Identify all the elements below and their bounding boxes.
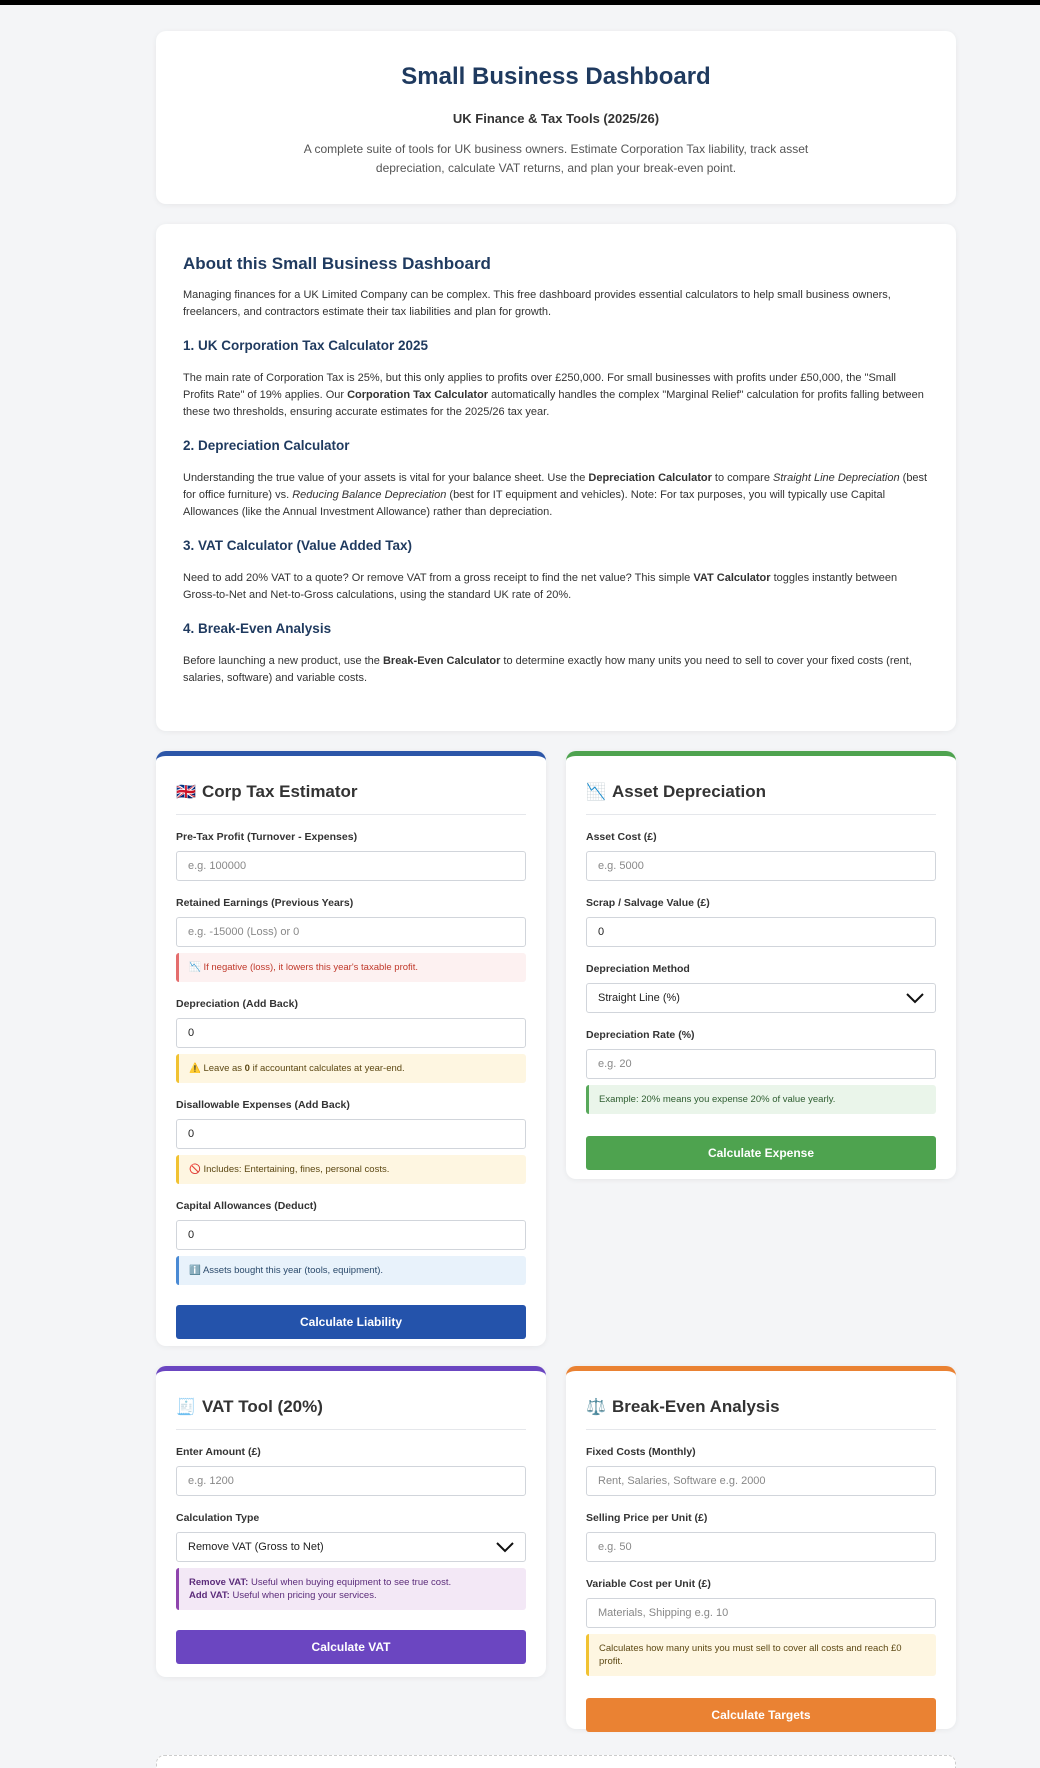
scrap-value-input[interactable]: 0 bbox=[586, 917, 936, 947]
calculate-expense-button[interactable]: Calculate Expense bbox=[586, 1136, 936, 1170]
disallowable-label: Disallowable Expenses (Add Back) bbox=[176, 1099, 350, 1111]
capital-allowances-note: ℹ️ Assets bought this year (tools, equipment). bbox=[176, 1256, 526, 1285]
about-intro: Managing finances for a UK Limited Company can be complex. This free dashboard provides essential calculators to help small business owners, freelancers, and contractors estimate their tax liabilities and plan for growth. bbox=[183, 289, 891, 318]
variable-cost-input[interactable]: Materials, Shipping e.g. 10 bbox=[586, 1598, 936, 1628]
depreciation-method-label: Depreciation Method bbox=[586, 963, 690, 975]
profit-label: Pre-Tax Profit (Turnover - Expenses) bbox=[176, 831, 358, 843]
corp-tax-title: 🇬🇧 Corp Tax Estimator bbox=[176, 782, 526, 815]
disallowable-note: 🚫 Includes: Entertaining, fines, personal costs. bbox=[176, 1155, 526, 1184]
retained-label: Retained Earnings (Previous Years) bbox=[176, 897, 354, 909]
break-even-note: Calculates how many units you must sell to cover all costs and reach £0 profit. bbox=[586, 1634, 936, 1676]
depreciation-rate-label: Depreciation Rate (%) bbox=[586, 1029, 695, 1041]
selling-price-label: Selling Price per Unit (£) bbox=[586, 1512, 708, 1524]
page-description: A complete suite of tools for UK business owners. Estimate Corporation Tax liability, track asset depreciation, calculate VAT returns, and plan your break-even point. bbox=[303, 142, 809, 175]
about-section-4-title: 4. Break-Even Analysis bbox=[183, 621, 332, 636]
about-section-3-title: 3. VAT Calculator (Value Added Tax) bbox=[183, 538, 413, 553]
calculate-vat-button[interactable]: Calculate VAT bbox=[176, 1630, 526, 1664]
asset-depreciation-card bbox=[566, 751, 956, 1179]
selling-price-input[interactable]: e.g. 50 bbox=[586, 1532, 936, 1562]
variable-cost-label: Variable Cost per Unit (£) bbox=[586, 1578, 711, 1590]
bottom-placeholder-panel bbox=[156, 1755, 956, 1768]
vat-tool-title: 🧾 VAT Tool (20%) bbox=[176, 1397, 526, 1430]
page-title: Small Business Dashboard bbox=[401, 63, 711, 90]
depreciation-input[interactable]: 0 bbox=[176, 1018, 526, 1048]
calculate-liability-button[interactable]: Calculate Liability bbox=[176, 1305, 526, 1339]
depreciation-rate-note: Example: 20% means you expense 20% of value yearly. bbox=[586, 1085, 936, 1114]
calculation-type-label: Calculation Type bbox=[176, 1512, 260, 1524]
chevron-down-icon bbox=[496, 1541, 514, 1553]
capital-allowances-input[interactable]: 0 bbox=[176, 1220, 526, 1250]
depreciation-method-select[interactable]: Straight Line (%) bbox=[586, 983, 936, 1013]
retained-earnings-input[interactable]: e.g. -15000 (Loss) or 0 bbox=[176, 917, 526, 947]
balance-scale-icon: ⚖️ bbox=[586, 1399, 606, 1416]
calculate-targets-button[interactable]: Calculate Targets bbox=[586, 1698, 936, 1732]
scrap-value-label: Scrap / Salvage Value (£) bbox=[586, 897, 710, 909]
header-card bbox=[156, 31, 956, 204]
chart-decreasing-icon: 📉 bbox=[586, 784, 606, 801]
break-even-title: ⚖️ Break-Even Analysis bbox=[586, 1397, 936, 1430]
disallowable-input[interactable]: 0 bbox=[176, 1119, 526, 1149]
fixed-costs-input[interactable]: Rent, Salaries, Software e.g. 2000 bbox=[586, 1466, 936, 1496]
calculation-type-select[interactable]: Remove VAT (Gross to Net) bbox=[176, 1532, 526, 1562]
vat-amount-label: Enter Amount (£) bbox=[176, 1446, 261, 1458]
top-bar bbox=[0, 0, 1040, 5]
retained-note: 📉 If negative (loss), it lowers this year's taxable profit. bbox=[176, 953, 526, 982]
about-title: About this Small Business Dashboard bbox=[183, 254, 491, 273]
vat-note: Remove VAT: Useful when buying equipment to see true cost. Add VAT: Useful when pricing your services. bbox=[176, 1568, 526, 1610]
uk-flag-icon: 🇬🇧 bbox=[176, 784, 196, 801]
capital-allowances-label: Capital Allowances (Deduct) bbox=[176, 1200, 317, 1212]
about-card bbox=[156, 224, 956, 731]
about-section-1-title: 1. UK Corporation Tax Calculator 2025 bbox=[183, 338, 429, 353]
vat-tool-card bbox=[156, 1366, 546, 1677]
page-subtitle: UK Finance & Tax Tools (2025/26) bbox=[452, 111, 660, 126]
corp-tax-card bbox=[156, 751, 546, 1346]
profit-input[interactable]: e.g. 100000 bbox=[176, 851, 526, 881]
depreciation-label: Depreciation (Add Back) bbox=[176, 998, 298, 1010]
about-section-2-text: Understanding the true value of your assets is vital for your balance sheet. Use the Depreciation Calculator to compare Straight Line Depreciation (best for office furniture) vs. Reducing Balance Depreciation (best for IT equipment and vehicles). Note: For tax purposes, you will typically use Capital Allowances (like the Annual Investment Allowance) rather than depreciation. bbox=[183, 472, 928, 518]
about-section-3-text: Need to add 20% VAT to a quote? Or remove VAT from a gross receipt to find the net value? This simple VAT Calculator toggles instantly between Gross-to-Net and Net-to-Gross calculations, using the standard UK rate of 20%. bbox=[183, 572, 898, 601]
about-section-4-text: Before launching a new product, use the Break-Even Calculator to determine exactly how many units you need to sell to cover your fixed costs (rent, salaries, software) and variable costs. bbox=[183, 655, 912, 684]
fixed-costs-label: Fixed Costs (Monthly) bbox=[586, 1446, 696, 1458]
asset-cost-label: Asset Cost (£) bbox=[586, 831, 657, 843]
chevron-down-icon bbox=[906, 992, 924, 1004]
vat-amount-input[interactable]: e.g. 1200 bbox=[176, 1466, 526, 1496]
depreciation-rate-input[interactable]: e.g. 20 bbox=[586, 1049, 936, 1079]
asset-depreciation-title: 📉 Asset Depreciation bbox=[586, 782, 936, 815]
depreciation-note: ⚠️ Leave as 0 if accountant calculates at year-end. bbox=[176, 1054, 526, 1083]
receipt-icon: 🧾 bbox=[176, 1399, 196, 1416]
break-even-card bbox=[566, 1366, 956, 1729]
asset-cost-input[interactable]: e.g. 5000 bbox=[586, 851, 936, 881]
about-section-2-title: 2. Depreciation Calculator bbox=[183, 438, 350, 453]
about-section-1-text: The main rate of Corporation Tax is 25%, but this only applies to profits over £250,000. For small businesses with profits under £50,000, the "Small Profits Rate" of 19% applies. Our Corporation Tax Calculator automatically handles the complex "Marginal Relief" calculation for profits falling between these two thresholds, ensuring accurate estimates for the 2025/26 tax year. bbox=[183, 372, 924, 418]
